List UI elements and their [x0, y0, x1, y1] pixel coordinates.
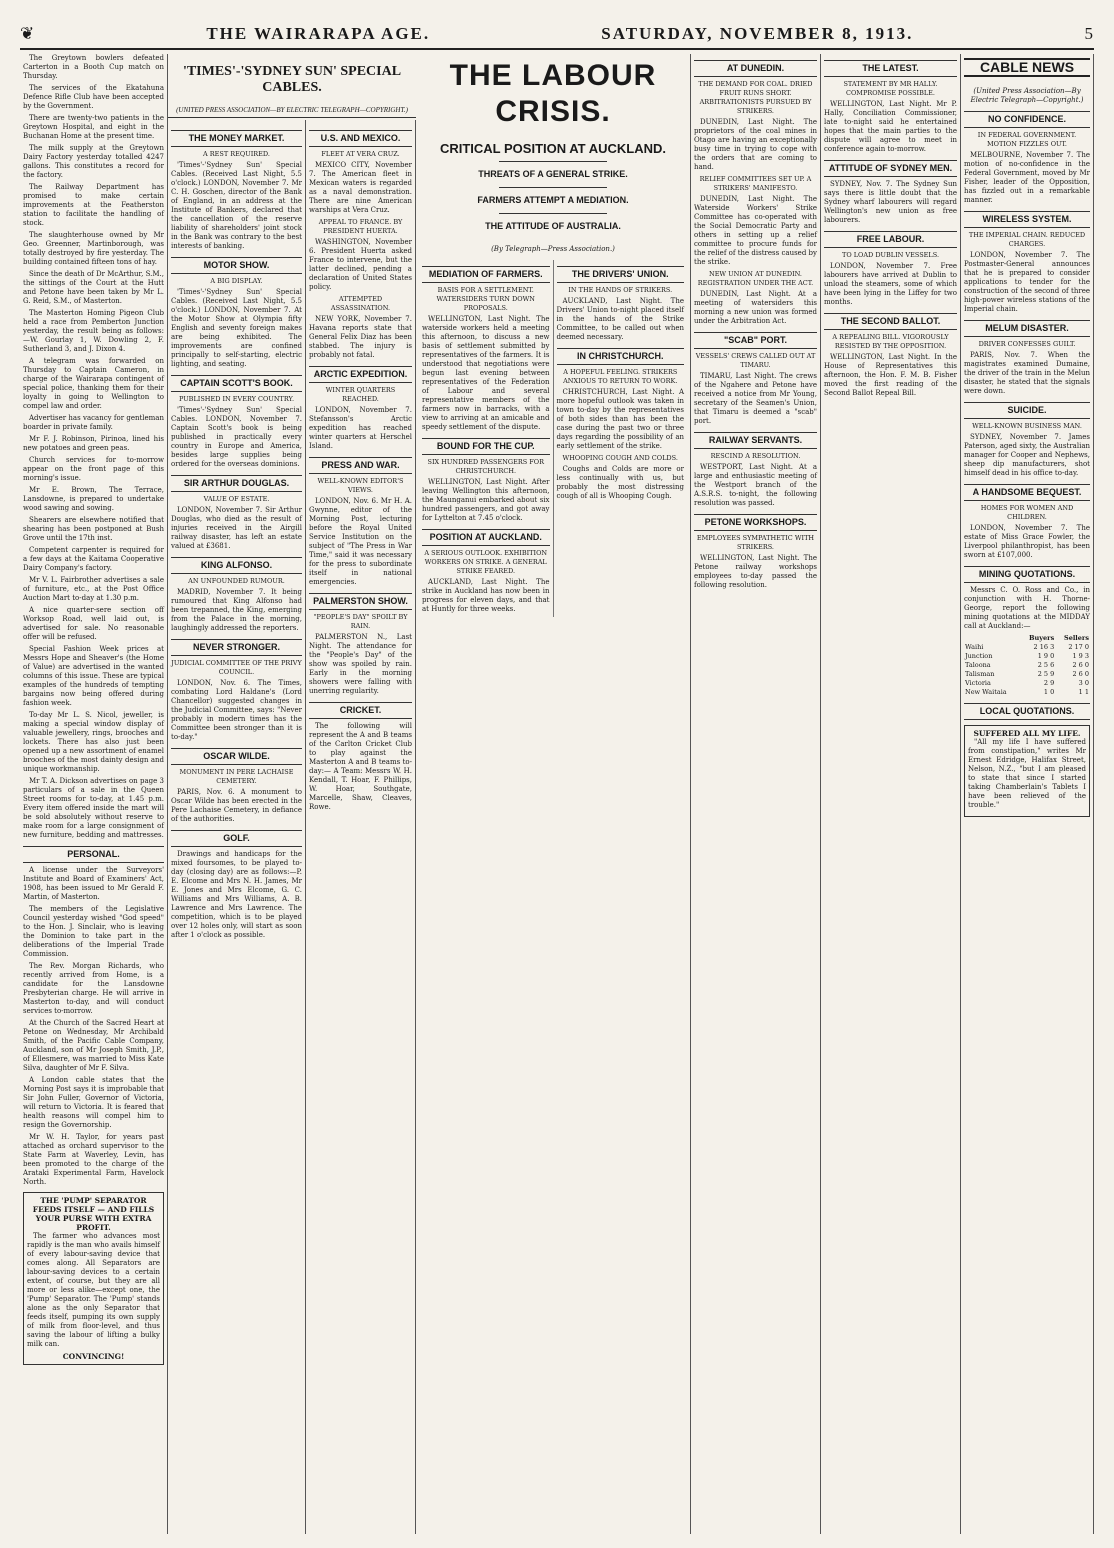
article-heading: THE MONEY MARKET. — [171, 130, 302, 147]
quotes-row — [964, 661, 1090, 670]
local-quotations-heading: LOCAL QUOTATIONS. — [964, 703, 1090, 720]
masthead-page-icon: ❦ — [20, 24, 36, 43]
article-body: PARIS, Nov. 6. A monument to Oscar Wilde has been erected in the Pere Lachaise Cemetery, in defiance of the authorities. — [171, 788, 302, 823]
article-heading: U.S. AND MEXICO. — [309, 130, 412, 147]
news-paragraph: Shearers are elsewhere notified that shearing has been postponed at Bush Grove until the 17th inst. — [23, 516, 164, 542]
article-heading: THE LATEST. — [824, 60, 957, 77]
deck-line-1: CRITICAL POSITION AT AUCKLAND. — [439, 141, 667, 156]
quotes-row — [964, 643, 1090, 652]
article-body: WESTPORT, Last Night. At a large and enthusiastic meeting of the Westport branch of the A.S.R.S. to-night, the following resolution was passed. — [694, 463, 817, 507]
page-number: 5 — [1084, 24, 1094, 43]
article-subheading: A HOPEFUL FEELING. STRIKERS ANXIOUS TO RETURN TO WORK. — [563, 368, 678, 385]
news-paragraph: Mr E. Brown, The Terrace, Lansdowne, is prepared to undertake wood sawing and sowing. — [23, 486, 164, 512]
article — [824, 160, 957, 225]
article — [171, 748, 302, 824]
article-body: AUCKLAND, Last Night. The Drivers' Union to-night placed itself in the hands of the Strike Committee, to be called out when deemed necessary. — [556, 297, 684, 341]
quotes-cell: 2 16 3 — [1033, 643, 1055, 651]
article-subheading: SIX HUNDRED PASSENGERS FOR CHRISTCHURCH. — [427, 458, 544, 475]
article-body: AUCKLAND, Last Night. The strike in Auckland has now been in progress for eleven days, and that at Huntly for three weeks. — [422, 578, 550, 613]
article — [824, 313, 957, 398]
article — [171, 830, 302, 940]
article-subheading: IN THE HANDS OF STRIKERS. — [568, 286, 673, 294]
article-heading: SIR ARTHUR DOUGLAS. — [171, 475, 302, 492]
article — [309, 366, 412, 451]
article — [557, 266, 685, 342]
news-paragraph: The Greytown bowlers defeated Carterton in a Booth Cup match on Thursday. — [23, 54, 164, 80]
article-body: WELLINGTON, Last Night. In the House of Representatives this afternoon, the Hon. F. M. B. Fisher moved the first reading of the Second Ballot Repeal Bill. — [824, 353, 957, 397]
article-subheading: WELL-KNOWN EDITOR'S VIEWS. — [317, 477, 404, 494]
article-subheading: AN UNFOUNDED RUMOUR. — [188, 577, 285, 585]
quotes-row — [964, 688, 1090, 697]
article-heading: PALMERSTON SHOW. — [309, 593, 412, 610]
article-subheading: JUDICIAL COMMITTEE OF THE PRIVY COUNCIL. — [171, 659, 302, 676]
special-cables-credit: (UNITED PRESS ASSOCIATION—BY ELECTRIC TELEGRAPH—COPYRIGHT.) — [176, 106, 408, 114]
article-heading: NO CONFIDENCE. — [964, 111, 1090, 128]
special-cables-header — [168, 58, 416, 118]
article — [309, 457, 412, 587]
article — [422, 529, 550, 614]
article-heading: MOTOR SHOW. — [171, 257, 302, 274]
article-heading: POSITION AT AUCKLAND. — [422, 529, 550, 546]
article-subheading: THE DEMAND FOR COAL. DRIED FRUIT RUNS SHORT. ARBITRATIONISTS PURSUED BY STRIKERS. — [698, 80, 813, 115]
deck-rule — [499, 187, 606, 188]
article-subheading: A SERIOUS OUTLOOK. EXHIBITION WORKERS ON STRIKE. A GENERAL STRIKE FEARED. — [424, 549, 548, 575]
labour-crisis-subcolumns — [419, 260, 687, 617]
article-body: WELLINGTON, Last Night. The waterside workers held a meeting this afternoon, to discuss a new basis of settlement submitted by representatives of the farmers. It is understood that negotiations were begun last evening between representatives of the Federation of Labour and several representative members of the farmers now in barracks, with a view to arriving at an amicable and speedy settlement of the dispute. — [422, 315, 550, 431]
ad-closing: CONVINCING! — [62, 1352, 125, 1361]
article-body: SYDNEY, November 7. James Paterson, aged sixty, the Australian manager for Cooper and Nephews, sheep dip manufacturers, shot himself dead in his office to-day. — [964, 433, 1090, 477]
article-heading: PRESS AND WAR. — [309, 457, 412, 474]
article-heading: A HANDSOME BEQUEST. — [964, 484, 1090, 501]
article-subheading: ATTEMPTED ASSASSINATION. — [330, 295, 391, 312]
news-paragraph: Mr V. L. Fairbrother advertises a sale of furniture, etc., at the Post Office Auction Mart to-day at 1.30 p.m. — [23, 576, 164, 602]
article-body: LONDON, November 7. Stefansson's Arctic expedition has reached winter quarters at Herschel Island. — [309, 406, 412, 450]
chamberlain-tablets-ad — [964, 725, 1090, 817]
quotes-cell: 2 6 0 — [1072, 661, 1089, 669]
deck-line-2: THREATS OF A GENERAL STRIKE. — [478, 169, 628, 179]
article-heading: AT DUNEDIN. — [694, 60, 817, 77]
article — [557, 348, 685, 451]
article-subheading: APPEAL TO FRANCE. BY PRESIDENT HUERTA. — [318, 218, 403, 235]
cable-news-credit: (United Press Association—By Electric Telegraph—Copyright.) — [970, 87, 1084, 104]
article — [309, 218, 412, 292]
article-body: The following will represent the A and B teams of the Carlton Cricket Club to play against the Masterton A and B teams to-day:— A Team: Messrs W. H. Kendall, T. Hoar, F. Phillips, W. Hoar, Southgate, Marcelle, Shaw, Cleaves, Rowe. — [309, 722, 412, 811]
article-subheading: FLEET AT VERA CRUZ. — [321, 150, 400, 158]
article — [309, 702, 412, 812]
article-subheading: A BIG DISPLAY. — [210, 277, 263, 285]
article-body: LONDON, November 7. The estate of Miss Grace Fowler, the Liverpool philanthropist, has been sworn at £107,000. — [964, 524, 1090, 559]
article-heading: "SCAB" PORT. — [694, 332, 817, 349]
article — [309, 295, 412, 360]
article-body: WELLINGTON, Last Night. Mr P. Hally, Conciliation Commissioner, late to-night said he entertained hopes that the main parties to the dispute will agree to meet in conference again to-morrow. — [824, 100, 957, 153]
local-paragraphs — [23, 54, 164, 840]
article-heading: CAPTAIN SCOTT'S BOOK. — [171, 375, 302, 392]
article-subheading: STATEMENT BY MR HALLY. COMPROMISE POSSIBLE. — [843, 80, 938, 97]
article — [694, 175, 817, 267]
column-cables-left — [168, 120, 306, 1534]
article — [964, 402, 1090, 478]
ad-heading: SUFFERED ALL MY LIFE. — [973, 729, 1081, 738]
ad-body: "All my life I have suffered from constipation," writes Mr Ernest Edridge, Halifax Street, Nelson, N.Z., "but I am pleased to state that since I started taking Chamberlain's Tablets I have been relieved of the trouble." — [968, 738, 1086, 809]
news-paragraph: Since the death of Dr McArthur, S.M., the sittings of the Court at the Hutt and Petone have been taken by Mr L. G. Reid, S.M., of Masterton. — [23, 270, 164, 305]
article-subheading: PUBLISHED IN EVERY COUNTRY. — [178, 395, 295, 403]
article-subheading: BASIS FOR A SETTLEMENT. WATERSIDERS TURN DOWN PROPOSALS. — [436, 286, 535, 312]
quotes-cell: 1 9 0 — [1037, 652, 1055, 660]
news-paragraph: Church services for to-morrow appear on the front page of this morning's issue. — [23, 456, 164, 482]
article-body: PARIS, Nov. 7. When the magistrates examined Dumaine, the driver of the train in the Melun disaster, he stated that the signals were down. — [964, 351, 1090, 395]
news-paragraph: Advertiser has vacancy for gentleman boarder in private family. — [23, 414, 164, 431]
article — [171, 557, 302, 633]
article-body: Messrs C. O. Ross and Co., in conjunction with H. Thorne-George, report the following mining quotations at the MIDDAY call at Auckland:— — [964, 586, 1090, 630]
quotes-cell: Victoria — [965, 679, 991, 687]
quotes-cell: 2 6 0 — [1072, 670, 1089, 678]
deck-rule — [499, 213, 606, 214]
column-latest — [821, 54, 961, 1534]
article-body: MELBOURNE, November 7. The motion of no-confidence in the Federal Government, moved by Mr Fisher, leader of the Opposition, has fizzled out in a remarkable manner. — [964, 151, 1090, 204]
article-subheading: EMPLOYEES SYMPATHETIC WITH STRIKERS. — [696, 534, 815, 551]
article — [694, 270, 817, 326]
article — [694, 332, 817, 426]
article-subheading: THE IMPERIAL CHAIN. REDUCED CHARGES. — [968, 231, 1086, 248]
quotes-row — [964, 670, 1090, 679]
article-subheading: "PEOPLE'S DAY" SPOILT BY RAIN. — [313, 613, 408, 630]
quotes-cell: New Waitaia — [965, 688, 1007, 696]
article-body: WASHINGTON, November 6. President Huerta asked France to intervene, but the latter declined, pending a declaration of United States policy. — [309, 238, 412, 291]
article — [694, 432, 817, 508]
news-paragraph: Mr F. J. Robinson, Pirinoa, lined his new potatoes and green peas. — [23, 435, 164, 452]
cable-news-heading: CABLE NEWS — [964, 58, 1090, 77]
quotes-header-cell: Sellers — [1064, 634, 1089, 642]
article-heading: NEVER STRONGER. — [171, 639, 302, 656]
news-paragraph: The Railway Department has promised to make certain improvements at the Featherston station to facilitate the handling of stock. — [23, 183, 164, 227]
column-cables-right — [306, 120, 416, 1534]
pump-separator-ad — [23, 1192, 164, 1365]
article-body: SYDNEY, Nov. 7. The Sydney Sun says there is little doubt that the Sydney wharf labourers will regard Wellington's new union as free labourers. — [824, 180, 957, 224]
article-heading: ARCTIC EXPEDITION. — [309, 366, 412, 383]
article-subheading: IN FEDERAL GOVERNMENT. MOTION FIZZLES OUT. — [977, 131, 1077, 148]
article-body: TIMARU, Last Night. The crews of the Ngahere and Petone have received a notice from Mr Young, secretary of the Seamen's Union, that Timaru is deemed a "scab" port. — [694, 372, 817, 425]
article-body: WELLINGTON, Last Night. After leaving Wellington this afternoon, the Maunganui embarked about six hundred passengers, and got away for Lyttelton at 7.45 o'clock. — [422, 478, 550, 522]
article — [824, 231, 957, 307]
masthead — [20, 20, 1094, 50]
article-heading: OSCAR WILDE. — [171, 748, 302, 765]
news-paragraph: A nice quarter-sere section off Worksop Road, well laid out, is advertised for sale. No reasonable offer will be refused. — [23, 606, 164, 641]
article-body: LONDON, November 7. Free labourers have arrived at Dublin to unload the steamers, some of which have been lying in the Liffey for two months. — [824, 262, 957, 306]
masthead-date: SATURDAY, NOVEMBER 8, 1913. — [601, 24, 914, 43]
article-body: CHRISTCHURCH, Last Night. A more hopeful outlook was taken in town to-day by the representatives of both sides than has been the case during the past two or three days regarding the possibility of an early settlement of the strike. — [556, 388, 684, 450]
personal-paragraph: A London cable states that the Morning Post says it is improbable that Sir John Fuller, Governor of Victoria, will return to Victoria. It is feared that health reasons will compel him to resign the Governorship. — [23, 1076, 164, 1129]
personal-paragraph: The members of the Legislative Council yesterday wished "God speed" to the Hon. J. Sinclair, who is leaving the Dominion to take part in the deliberations of the Imperial Trade Commission. — [23, 905, 164, 958]
personal-paragraph: At the Church of the Sacred Heart at Petone on Wednesday, Mr Archibald Smith, of the Pacific Cable Company, Auckland, son of Mr Joseph Smith, J.P., of Ellesmere, was married to Miss Kate Silva, daughter of Mr F. Silva. — [23, 1019, 164, 1072]
article — [422, 438, 550, 523]
personal-paragraph: Mr W. H. Taylor, for years past attached as orchard supervisor to the State Farm at Waverley, Levin, has been promoted to the charge of the Arataki Experimental Farm, Havelock North. — [23, 1133, 164, 1186]
news-paragraph: The services of the Ekatahuna Defence Rifle Club have been accepted by the Government. — [23, 84, 164, 110]
article-subheading: MONUMENT IN PERE LACHAISE CEMETERY. — [179, 768, 294, 785]
article-heading: THE DRIVERS' UNION. — [557, 266, 685, 283]
article — [171, 130, 302, 251]
article — [964, 111, 1090, 205]
deck-line-4: THE ATTITUDE OF AUSTRALIA. — [485, 221, 621, 231]
article-heading: CRICKET. — [309, 702, 412, 719]
article-body: LONDON, Nov. 6. The Times, combating Lord Haldane's (Lord Chancellor) suggested changes in the Judicial Committee, says: "Never probably in modern times has the Committee been stronger than it is to-day." — [171, 679, 302, 741]
article-body: MEXICO CITY, November 7. The American fleet in Mexican waters is regarded as a naval demonstration. There are nine American warships at Vera Cruz. — [309, 161, 412, 214]
quotes-cell: Junction — [965, 652, 993, 660]
column-dunedin — [691, 54, 821, 1534]
quotes-header-row — [964, 634, 1090, 643]
article-subheading: VESSELS' CREWS CALLED OUT AT TIMARU. — [695, 352, 816, 369]
article-subheading: TO LOAD DUBLIN VESSELS. — [841, 251, 940, 259]
quotes-cell: 2 5 6 — [1037, 661, 1055, 669]
article-body: DUNEDIN, Last Night. The Waterside Workers' Strike Committee has co-operated with the Social Democratic Party and others in setting up a relief committee to procure funds for the relief of the distress caused by the strike. — [694, 195, 817, 266]
article-body: Drawings and handicaps for the mixed foursomes, to be played to-day (closing day) are as follows:—P. E. Elcome and Mrs N. H. James, Mr E. Jones and Mrs Elcome, G. C. Williams and Mrs Williams, A. B. Lawrence and Mrs Lawrence. The competition, which is to be played over 12 holes only, will start as soon after 1 o'clock as possible. — [171, 850, 302, 939]
ad-body: The farmer who advances most rapidly is the man who avails himself of every labour-saving device that comes along. All Separators are labour-saving devices to a certain extent, of course, but they are all more or less alike—except one, the 'Pump' Separator. The 'Pump' stands alone as the only Separator that feeds itself, pumping its own supply of milk from floor-level, and thus saving the labour of lifting a bulky milk can. — [27, 1232, 160, 1348]
article — [964, 484, 1090, 560]
quotes-cell: 2 5 9 — [1037, 670, 1055, 678]
article — [422, 266, 550, 432]
personal-paragraphs — [23, 866, 164, 1187]
article-heading: GOLF. — [171, 830, 302, 847]
masthead-title: THE WAIRARAPA AGE. — [206, 24, 431, 43]
quotes-cell: Waihi — [965, 643, 984, 651]
quotes-cell: 1 1 — [1078, 688, 1089, 696]
article-subheading: A REPEALING BILL. VIGOROUSLY RESISTED BY THE OPPOSITION. — [832, 333, 949, 350]
news-paragraph: There are twenty-two patients in the Greytown Hospital, and eight in the Buchanan Home at the present time. — [23, 114, 164, 140]
quotes-cell: 2 9 — [1043, 679, 1055, 687]
quotes-row — [964, 679, 1090, 688]
article-heading: FREE LABOUR. — [824, 231, 957, 248]
news-paragraph: To-day Mr L. S. Nicol, jeweller, is making a special window display of valuable jewellery, rings, brooches and lockets. There has also just been opened up a new assortment of enamel brooches of the most dainty design and unique workmanship. — [23, 711, 164, 773]
article-heading: PETONE WORKSHOPS. — [694, 514, 817, 531]
news-paragraph: Mr T. A. Dickson advertises on page 3 particulars of a sale in the Queen Street rooms for to-day, at 1.45 p.m. Every item offered inside the mart will be sold absolutely without reserve to make room for a large consignment of new furniture, bedding and mattresses. — [23, 777, 164, 839]
quotes-cell: Talisman — [965, 670, 995, 678]
news-paragraph: A telegram was forwarded on Thursday to Captain Cameron, in charge of the Wairarapa contingent of special police, thanking them for their loyalty in going to Wellington to compel law and order. — [23, 357, 164, 410]
column-local-news — [20, 54, 168, 1534]
personal-paragraph: The Rev. Morgan Richards, who recently arrived from Home, is a candidate for the Lansdowne Presbyterian charge. He will arrive in Masterton to-day, and will conduct services to-morrow. — [23, 962, 164, 1015]
news-paragraph: The slaughterhouse owned by Mr Geo. Greenner, Martinborough, was totally destroyed by fire yesterday. The building contained fifteen tons of hay. — [23, 231, 164, 266]
article-heading: MELUM DISASTER. — [964, 320, 1090, 337]
personal-heading: PERSONAL. — [23, 846, 164, 863]
news-paragraph: The Masterton Homing Pigeon Club held a race from Pemberton Junction yesterday, the result being as follows:—W. Gourlay 1, W. Dowling 2, F. Sutherland 3, and J. Dixon 4. — [23, 309, 164, 353]
article — [694, 514, 817, 590]
article-body: NEW YORK, November 7. Havana reports state that General Felix Diaz has been stabbed. The injury is probably not fatal. — [309, 315, 412, 359]
article-heading: IN CHRISTCHURCH. — [557, 348, 685, 365]
quotes-cell: Taloona — [965, 661, 991, 669]
article — [557, 454, 685, 501]
article-body: DUNEDIN, Last Night. At a meeting of watersiders this morning a new union was formed under the Arbitration Act. — [694, 290, 817, 325]
quotes-cell: 1 0 — [1043, 688, 1055, 696]
article-subheading: DRIVER CONFESSES GUILT. — [978, 340, 1076, 348]
article-subheading: NEW UNION AT DUNEDIN. REGISTRATION UNDER THE ACT. — [697, 270, 814, 287]
article — [309, 130, 412, 215]
article — [964, 566, 1090, 631]
news-paragraph: The milk supply at the Greytown Dairy Factory yesterday totalled 4247 gallons. This constitutes a record for the factory. — [23, 144, 164, 179]
article-subheading: WINTER QUARTERS REACHED. — [325, 386, 396, 403]
article-body: Coughs and Colds are more or less continually with us, but probably the most distressing cough of all is Whooping Cough. — [556, 465, 684, 500]
article-body: PALMERSTON N., Last Night. The attendance for the "People's Day" of the show was spoiled by rain. Early in the morning showers were falling with unerring regularity. — [309, 633, 412, 695]
article-body: 'Times'-'Sydney Sun' Special Cables. (Received Last Night, 5.5 o'clock.) LONDON, November 7. Mr C. H. Goschen, director of the Bank of England, in an address at the Institute of Bankers, declared that the cancellation of the reserve liability of shareholders' joint stock in the Bank was contrary to the best interests of banking. — [171, 161, 302, 250]
mining-quotations-table — [964, 634, 1090, 697]
article-subheading: WHOOPING COUGH AND COLDS. — [562, 454, 678, 462]
labour-crisis-deck — [419, 141, 687, 231]
article — [171, 257, 302, 369]
article — [309, 593, 412, 696]
news-paragraph: Competent carpenter is required for a few days at the Kaitama Cooperative Dairy Company's factory. — [23, 546, 164, 572]
quotes-cell: 1 9 3 — [1072, 652, 1089, 660]
news-paragraph: Special Fashion Week prices at Messrs Hope and Sheaver's (the Home of Value) are advertised in the wanted columns of this issue. These are typical examples of the hundreds of tempting bargains now being offered during fashion week. — [23, 645, 164, 707]
personal-paragraph: A license under the Surveyors' Institute and Board of Examiners' Act, 1908, has been issued to Mr Gerald F. Martin, of Masterton. — [23, 866, 164, 901]
article-subheading: VALUE OF ESTATE. — [203, 495, 270, 503]
article-body: LONDON, November 7. Sir Arthur Douglas, who died as the result of injuries received in the Airgill railway disaster, has left an estate valued at £3681. — [171, 506, 302, 550]
article-heading: ATTITUDE OF SYDNEY MEN. — [824, 160, 957, 177]
article-body: DUNEDIN, Last Night. The proprietors of the coal mines in Otago are having an exceptionally busy time in trying to cope with the orders that are coming to hand. — [694, 118, 817, 171]
ad-heading: THE 'PUMP' SEPARATOR FEEDS ITSELF — AND FILLS YOUR PURSE WITH EXTRA PROFIT. — [32, 1196, 155, 1232]
article — [964, 211, 1090, 314]
article-heading: MEDIATION OF FARMERS. — [422, 266, 550, 283]
quotes-cell: 3 0 — [1078, 679, 1089, 687]
article-heading: MINING QUOTATIONS. — [964, 566, 1090, 583]
article — [171, 639, 302, 742]
article-body: MADRID, November 7. It being rumoured that King Alfonso had been trepanned, the King, emerging from the Palace in the morning, laughingly addressed the reporters. — [171, 588, 302, 632]
article-heading: RAILWAY SERVANTS. — [694, 432, 817, 449]
quotes-header-cell: Buyers — [1029, 634, 1055, 642]
article-subheading: RELIEF COMMITTEES SET UP. A STRIKERS' MANIFESTO. — [699, 175, 812, 192]
article-heading: KING ALFONSO. — [171, 557, 302, 574]
article-heading: THE SECOND BALLOT. — [824, 313, 957, 330]
article — [694, 60, 817, 172]
article-subheading: WELL-KNOWN BUSINESS MAN. — [972, 422, 1082, 430]
article-body: LONDON, Nov. 6. Mr H. A. Gwynne, editor of the Morning Post, lecturing before the Royal United Service Institution on the subject of "The Press in War Time," said it was necessary for the press to subordinate itself in national emergencies. — [309, 497, 412, 586]
labour-crisis-headline: THE LABOUR CRISIS. — [449, 59, 657, 128]
deck-rule — [499, 161, 606, 162]
article-subheading: A REST REQUIRED. — [203, 150, 270, 158]
article — [824, 60, 957, 154]
deck-line-3: FARMERS ATTEMPT A MEDIATION. — [477, 195, 629, 205]
quotes-row — [964, 652, 1090, 661]
article-subheading: RESCIND A RESOLUTION. — [710, 452, 801, 460]
article-subheading: HOMES FOR WOMEN AND CHILDREN. — [980, 504, 1074, 521]
column-labour-crisis — [416, 54, 691, 1534]
labour-subcolumn-left — [419, 260, 554, 617]
article-heading: WIRELESS SYSTEM. — [964, 211, 1090, 228]
column-cable-news — [961, 54, 1094, 1534]
article — [964, 320, 1090, 396]
article — [171, 375, 302, 469]
article-body: 'Times'-'Sydney Sun' Special Cables. (Received Last Night, 5.5 o'clock.) LONDON, November 7. At the Motor Show at Olympia fifty English and seventy foreign makes are being exhibited. The improvements are confined principally to self-starting, electric lighting, and seating. — [171, 288, 302, 368]
special-cables-title: 'TIMES'-'SYDNEY SUN' SPECIAL CABLES. — [182, 64, 402, 95]
article-body: LONDON, November 7. The Postmaster-General announces that he is prepared to consider applications to tender for the construction of the second of three high-power wireless stations of the Imperial chain. — [964, 251, 1090, 313]
labour-subcolumn-right — [554, 260, 688, 617]
article-heading: SUICIDE. — [964, 402, 1090, 419]
quotes-cell: 2 17 0 — [1068, 643, 1089, 651]
article-heading: BOUND FOR THE CUP. — [422, 438, 550, 455]
article-body: WELLINGTON, Last Night. The Petone railway workshops employees to-day passed the following resolution. — [694, 554, 817, 589]
quotes-header-cell — [964, 634, 1020, 643]
article — [171, 475, 302, 551]
labour-crisis-credit: (By Telegraph—Press Association.) — [491, 245, 615, 253]
article-body: 'Times'-'Sydney Sun' Special Cables. LONDON, November 7. Captain Scott's book is being published in practically every country in Europe and America, besides large supplies being ordered for the overseas dominions. — [171, 406, 302, 468]
